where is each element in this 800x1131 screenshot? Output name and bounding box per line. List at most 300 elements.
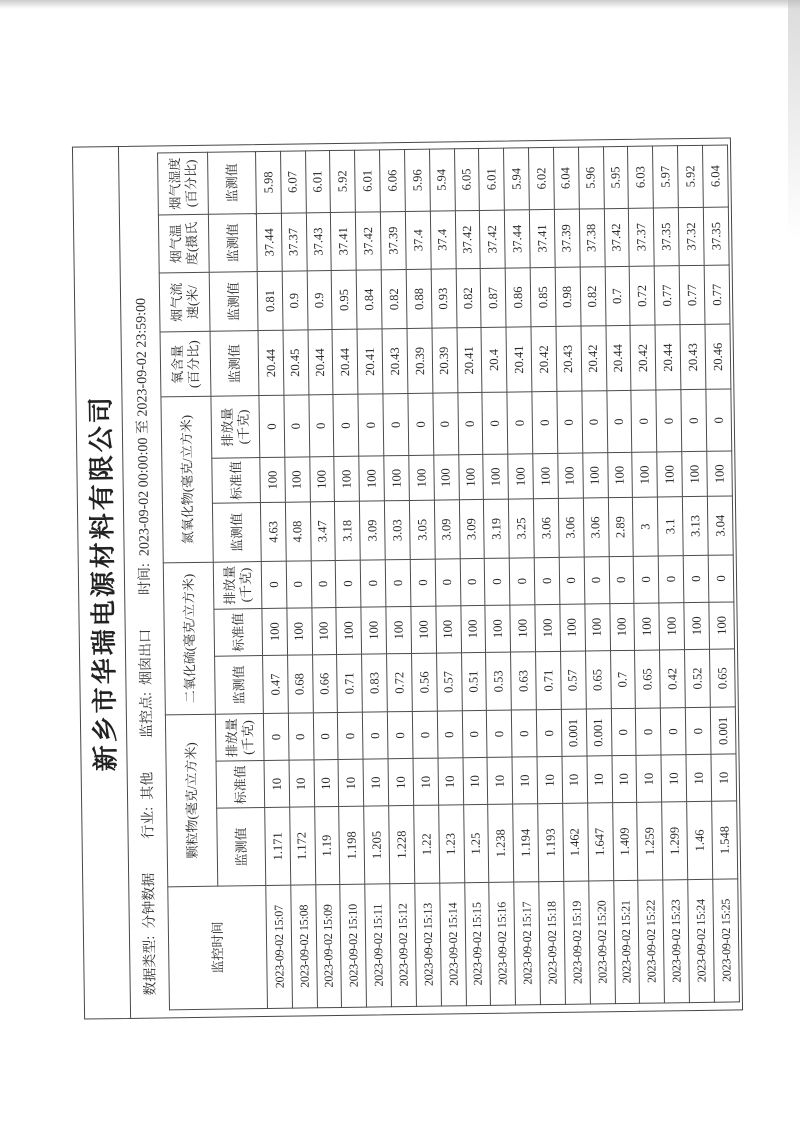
- cell-flow-measured: 0.77: [654, 266, 680, 325]
- cell-so2-standard: 100: [609, 603, 634, 650]
- cell-nox-measured: 3.04: [707, 496, 733, 555]
- meta-value: 分钟数据: [142, 872, 158, 929]
- cell-monitor-time: 2023-09-02 15:21: [613, 880, 640, 1004]
- cell-nox-standard: 100: [657, 452, 682, 498]
- cell-nox-measured: 3.09: [360, 501, 386, 560]
- cell-monitor-time: 2023-09-02 15:23: [663, 879, 690, 1003]
- header-so2-standard: 标准值: [214, 608, 263, 656]
- cell-pm-emission: 0: [536, 710, 561, 757]
- header-group-humidity: 烟气湿度 (百分比): [158, 152, 209, 214]
- cell-humidity-measured: 6.01: [305, 151, 331, 213]
- cell-o2-measured: 20.43: [382, 329, 408, 394]
- scanner-edge-shadow-top: [0, 0, 800, 9]
- cell-monitor-time: 2023-09-02 15:14: [440, 882, 467, 1006]
- cell-monitor-time: 2023-09-02 15:11: [365, 883, 392, 1007]
- cell-pm-measured: 1.46: [687, 802, 713, 879]
- cell-pm-measured: 1.171: [265, 808, 291, 885]
- cell-pm-measured: 1.22: [414, 806, 440, 883]
- cell-so2-emission: 0: [485, 558, 510, 605]
- cell-pm-emission: 0.001: [710, 707, 736, 754]
- cell-humidity-measured: 6.06: [380, 150, 406, 212]
- cell-so2-measured: 0.65: [709, 649, 735, 708]
- cell-humidity-measured: 5.96: [578, 147, 604, 209]
- cell-pm-standard: 10: [314, 760, 339, 807]
- cell-temp-measured: 37.41: [331, 212, 357, 271]
- cell-pm-emission: 0: [437, 711, 462, 758]
- cell-so2-standard: 100: [659, 602, 684, 649]
- cell-temp-measured: 37.35: [703, 207, 729, 266]
- cell-temp-measured: 37.42: [604, 208, 630, 267]
- cell-o2-measured: 20.41: [457, 328, 483, 393]
- cell-so2-standard: 100: [485, 605, 510, 652]
- cell-so2-measured: 0.52: [685, 649, 711, 708]
- cell-nox-measured: 3.06: [534, 499, 560, 558]
- cell-so2-standard: 100: [436, 606, 461, 653]
- cell-pm-measured: 1.238: [488, 805, 514, 882]
- meta-label: 行业:: [141, 806, 157, 839]
- cell-so2-measured: 0.47: [263, 655, 289, 714]
- cell-nox-standard: 100: [508, 454, 533, 500]
- cell-temp-measured: 37.39: [554, 209, 580, 268]
- cell-so2-measured: 0.57: [436, 653, 462, 712]
- cell-nox-measured: 2.89: [608, 498, 634, 557]
- cell-monitor-time: 2023-09-02 15:12: [390, 883, 417, 1007]
- cell-flow-measured: 0.81: [257, 271, 283, 330]
- cell-pm-emission: 0: [412, 711, 437, 758]
- cell-so2-emission: 0: [534, 557, 559, 604]
- cell-pm-emission: 0: [263, 713, 288, 760]
- cell-so2-measured: 0.65: [635, 650, 661, 709]
- header-temp-measured: 监测值: [208, 213, 257, 272]
- monitoring-table: [157, 144, 740, 1010]
- cell-nox-measured: 3.05: [409, 501, 435, 560]
- cell-so2-measured: 0.71: [337, 654, 363, 713]
- cell-so2-measured: 0.83: [362, 654, 388, 713]
- cell-pm-emission: 0: [462, 711, 487, 758]
- cell-nox-standard: 100: [384, 455, 409, 501]
- cell-so2-emission: 0: [510, 557, 535, 604]
- cell-pm-standard: 10: [537, 757, 562, 804]
- cell-nox-measured: 3.47: [310, 502, 336, 561]
- cell-pm-emission: 0: [636, 708, 661, 755]
- cell-nox-standard: 100: [607, 452, 632, 498]
- cell-pm-standard: 10: [413, 758, 438, 805]
- cell-flow-measured: 0.82: [580, 267, 606, 326]
- cell-monitor-time: 2023-09-02 15:20: [589, 880, 616, 1004]
- cell-pm-standard: 10: [562, 756, 587, 803]
- cell-o2-measured: 20.44: [333, 329, 359, 394]
- cell-pm-measured: 1.548: [712, 801, 738, 878]
- cell-so2-emission: 0: [336, 560, 361, 607]
- cell-flow-measured: 0.93: [431, 269, 457, 328]
- cell-temp-measured: 37.32: [678, 207, 704, 266]
- scanner-edge-shadow-right: [788, 0, 800, 240]
- cell-so2-measured: 0.53: [486, 652, 512, 711]
- cell-o2-measured: 20.42: [581, 326, 607, 391]
- cell-flow-measured: 0.77: [679, 265, 705, 324]
- cell-pm-emission: 0: [363, 712, 388, 759]
- cell-so2-measured: 0.56: [412, 653, 438, 712]
- cell-pm-standard: 10: [587, 756, 612, 803]
- cell-temp-measured: 37.37: [281, 213, 307, 272]
- cell-so2-standard: 100: [361, 607, 386, 654]
- cell-flow-measured: 0.72: [630, 266, 656, 325]
- cell-pm-emission: 0: [487, 710, 512, 757]
- cell-humidity-measured: 6.04: [553, 147, 579, 209]
- cell-monitor-time: 2023-09-02 15:22: [638, 880, 665, 1004]
- header-nox-standard: 标准值: [212, 458, 261, 504]
- cell-humidity-measured: 6.07: [280, 151, 306, 213]
- cell-humidity-measured: 5.94: [504, 148, 530, 210]
- cell-nox-measured: 4.63: [260, 503, 286, 562]
- cell-pm-standard: 10: [711, 754, 737, 801]
- cell-nox-measured: 3.25: [509, 499, 535, 558]
- cell-so2-emission: 0: [385, 559, 410, 606]
- meta-value: 其他: [140, 771, 157, 800]
- cell-temp-measured: 37.37: [629, 208, 655, 267]
- cell-nox-standard: 100: [285, 457, 310, 503]
- cell-so2-measured: 0.66: [312, 654, 338, 713]
- cell-so2-standard: 100: [535, 604, 560, 651]
- cell-monitor-time: 2023-09-02 15:18: [539, 881, 566, 1005]
- cell-pm-measured: 1.193: [538, 804, 564, 881]
- cell-nox-emission: 0: [507, 392, 533, 454]
- cell-so2-standard: 100: [634, 603, 659, 650]
- cell-pm-measured: 1.194: [513, 804, 539, 881]
- cell-flow-measured: 0.84: [357, 270, 383, 329]
- cell-o2-measured: 20.43: [556, 326, 582, 391]
- cell-nox-emission: 0: [259, 396, 285, 458]
- cell-pm-measured: 1.19: [314, 807, 340, 884]
- cell-o2-measured: 20.44: [655, 325, 681, 390]
- cell-so2-emission: 0: [609, 556, 634, 603]
- cell-so2-standard: 100: [684, 602, 709, 649]
- header-nox-measured: 监测值: [212, 503, 261, 562]
- cell-so2-standard: 100: [287, 608, 312, 655]
- cell-pm-measured: 1.647: [587, 803, 613, 880]
- cell-nox-measured: 3.03: [385, 501, 411, 560]
- cell-so2-emission: 0: [683, 555, 708, 602]
- cell-humidity-measured: 6.01: [355, 150, 381, 212]
- header-group-flow: 烟气流 速(米/: [159, 272, 210, 332]
- meta-label: 时间:: [137, 562, 154, 596]
- cell-o2-measured: 20.44: [308, 330, 334, 395]
- cell-nox-measured: 3.19: [484, 500, 510, 559]
- cell-so2-standard: 100: [560, 604, 585, 651]
- header-group-so2: 二氧化硫(毫克/立方米): [163, 562, 215, 715]
- cell-monitor-time: 2023-09-02 15:25: [713, 878, 740, 1002]
- cell-pm-standard: 10: [487, 757, 512, 804]
- header-group-pm: 颗粒物(毫克/立方米): [165, 714, 217, 886]
- cell-humidity-measured: 6.02: [529, 147, 555, 209]
- cell-so2-standard: 100: [386, 606, 411, 653]
- cell-so2-emission: 0: [559, 557, 584, 604]
- cell-o2-measured: 20.42: [531, 327, 557, 392]
- cell-pm-measured: 1.23: [438, 805, 464, 882]
- cell-monitor-time: 2023-09-02 15:08: [291, 884, 318, 1008]
- cell-nox-emission: 0: [681, 390, 707, 452]
- header-o2-measured: 监测值: [210, 331, 259, 397]
- cell-so2-standard: 100: [585, 603, 610, 650]
- cell-pm-standard: 10: [636, 755, 661, 802]
- cell-monitor-time: 2023-09-02 15:09: [315, 884, 342, 1008]
- header-group-nox: 氮氧化物(毫克/立方米): [161, 397, 213, 563]
- cell-pm-emission: 0: [685, 707, 710, 754]
- meta-label: 监控点:: [139, 691, 156, 738]
- cell-humidity-measured: 6.04: [702, 145, 728, 207]
- cell-o2-measured: 20.41: [357, 329, 383, 394]
- cell-nox-measured: 4.08: [285, 502, 311, 561]
- cell-nox-emission: 0: [284, 395, 310, 457]
- cell-pm-measured: 1.259: [637, 802, 663, 879]
- cell-so2-emission: 0: [634, 556, 659, 603]
- cell-so2-emission: 0: [410, 559, 435, 606]
- cell-flow-measured: 0.86: [505, 268, 531, 327]
- cell-nox-standard: 100: [260, 457, 285, 503]
- cell-nox-emission: 0: [631, 390, 657, 452]
- cell-o2-measured: 20.39: [432, 328, 458, 393]
- cell-monitor-time: 2023-09-02 15:10: [340, 884, 367, 1008]
- table-body: [256, 145, 740, 1009]
- cell-pm-standard: 10: [612, 756, 637, 803]
- cell-o2-measured: 20.41: [506, 327, 532, 392]
- cell-monitor-time: 2023-09-02 15:13: [415, 883, 442, 1007]
- cell-so2-measured: 0.71: [536, 651, 562, 710]
- cell-nox-measured: 3.18: [335, 502, 361, 561]
- cell-monitor-time: 2023-09-02 15:19: [564, 881, 591, 1005]
- cell-nox-standard: 100: [583, 453, 608, 499]
- cell-humidity-measured: 5.95: [603, 146, 629, 208]
- cell-nox-emission: 0: [458, 393, 484, 455]
- cell-o2-measured: 20.43: [680, 325, 706, 390]
- cell-so2-standard: 100: [411, 606, 436, 653]
- cell-pm-emission: 0: [288, 713, 313, 760]
- meta-value: 2023-09-02 00:00:00 至 2023-09-02 23:59:00: [134, 297, 153, 557]
- cell-nox-measured: 3.09: [434, 500, 460, 559]
- cell-humidity-measured: 5.97: [653, 146, 679, 208]
- cell-pm-emission: 0: [338, 712, 363, 759]
- cell-pm-emission: 0: [661, 708, 686, 755]
- cell-nox-standard: 100: [682, 451, 707, 497]
- cell-flow-measured: 0.77: [704, 265, 730, 324]
- report-title: 新乡市华瑞电源材料有限公司: [73, 147, 131, 1019]
- cell-humidity-measured: 5.96: [404, 149, 430, 211]
- cell-so2-standard: 100: [461, 605, 486, 652]
- cell-pm-standard: 10: [438, 758, 463, 805]
- cell-pm-emission: 0: [512, 710, 537, 757]
- report-sheet: [72, 137, 743, 1019]
- cell-flow-measured: 0.85: [530, 267, 556, 326]
- cell-flow-measured: 0.82: [456, 269, 482, 328]
- cell-pm-standard: 10: [289, 760, 314, 807]
- cell-temp-measured: 37.39: [381, 211, 407, 270]
- cell-temp-measured: 37.44: [505, 210, 531, 269]
- header-nox-emission: 排放量 (千克): [211, 396, 260, 458]
- cell-nox-emission: 0: [557, 391, 583, 453]
- cell-temp-measured: 37.38: [579, 209, 605, 268]
- cell-flow-measured: 0.9: [282, 271, 308, 330]
- cell-so2-measured: 0.63: [511, 652, 537, 711]
- cell-so2-standard: 100: [312, 607, 337, 654]
- cell-nox-standard: 100: [409, 455, 434, 501]
- header-humidity-measured: 监测值: [208, 152, 257, 214]
- cell-humidity-measured: 6.05: [454, 148, 480, 210]
- table-header: [158, 152, 268, 1010]
- cell-pm-standard: 10: [686, 755, 711, 802]
- cell-o2-measured: 20.45: [283, 330, 309, 395]
- cell-nox-standard: 100: [334, 456, 359, 502]
- cell-so2-measured: 0.72: [387, 653, 413, 712]
- cell-humidity-measured: 5.98: [256, 151, 282, 213]
- cell-pm-measured: 1.299: [662, 802, 688, 879]
- cell-monitor-time: 2023-09-02 15:16: [489, 882, 516, 1006]
- header-pm-emission: 排放量 (千克): [215, 714, 264, 762]
- cell-so2-standard: 100: [510, 605, 535, 652]
- cell-nox-standard: 100: [434, 455, 459, 501]
- cell-nox-measured: 3: [633, 497, 659, 556]
- cell-monitor-time: 2023-09-02 15:24: [688, 879, 715, 1003]
- cell-nox-standard: 100: [309, 457, 334, 503]
- cell-o2-measured: 20.44: [606, 326, 632, 391]
- cell-temp-measured: 37.42: [455, 210, 481, 269]
- cell-pm-measured: 1.198: [339, 807, 365, 884]
- cell-nox-emission: 0: [606, 391, 632, 453]
- header-monitor-time: 监控时间: [168, 885, 268, 1010]
- meta-item-monitor-point: [135, 629, 157, 738]
- cell-pm-emission: 0: [611, 709, 636, 756]
- meta-item-industry: [137, 772, 158, 839]
- cell-pm-measured: 1.462: [563, 803, 589, 880]
- cell-temp-measured: 37.42: [356, 212, 382, 271]
- cell-so2-emission: 0: [460, 558, 485, 605]
- cell-so2-measured: 0.68: [287, 655, 313, 714]
- cell-o2-measured: 20.44: [258, 330, 284, 395]
- meta-value: 烟囱出口: [138, 628, 155, 686]
- cell-nox-emission: 0: [582, 391, 608, 453]
- header-group-temp: 烟气温 度(摄氏: [158, 214, 209, 273]
- cell-nox-measured: 3.06: [558, 498, 584, 557]
- cell-nox-measured: 3.09: [459, 500, 485, 559]
- cell-monitor-time: 2023-09-02 15:17: [514, 881, 541, 1005]
- cell-pm-standard: 10: [363, 759, 388, 806]
- cell-pm-emission: 0.001: [561, 709, 586, 756]
- cell-nox-standard: 100: [458, 454, 483, 500]
- cell-o2-measured: 20.46: [705, 324, 731, 389]
- meta-item-time-range: [130, 298, 154, 595]
- cell-so2-emission: 0: [286, 561, 311, 608]
- cell-temp-measured: 37.42: [480, 210, 506, 269]
- cell-humidity-measured: 6.01: [479, 148, 505, 210]
- meta-label: 数据类型:: [142, 935, 159, 996]
- cell-humidity-measured: 6.03: [628, 146, 654, 208]
- cell-flow-measured: 0.87: [481, 268, 507, 327]
- cell-so2-emission: 0: [261, 561, 286, 608]
- cell-nox-emission: 0: [358, 394, 384, 456]
- cell-pm-standard: 10: [661, 755, 686, 802]
- cell-pm-standard: 10: [339, 759, 364, 806]
- cell-nox-measured: 3.13: [682, 497, 708, 556]
- cell-nox-standard: 100: [359, 456, 384, 502]
- cell-pm-measured: 1.409: [612, 803, 638, 880]
- cell-humidity-measured: 5.92: [678, 145, 704, 207]
- cell-so2-standard: 100: [709, 602, 735, 649]
- cell-nox-standard: 100: [707, 451, 733, 497]
- cell-so2-measured: 0.57: [560, 651, 586, 710]
- cell-so2-emission: 0: [435, 558, 460, 605]
- cell-so2-emission: 0: [361, 559, 386, 606]
- cell-nox-emission: 0: [408, 393, 434, 455]
- table-area: [157, 138, 742, 1017]
- cell-so2-standard: 100: [262, 608, 287, 655]
- cell-so2-measured: 0.65: [585, 651, 611, 710]
- cell-temp-measured: 37.35: [654, 207, 680, 266]
- cell-monitor-time: 2023-09-02 15:15: [464, 882, 491, 1006]
- cell-o2-measured: 20.4: [481, 327, 507, 392]
- cell-nox-standard: 100: [533, 453, 558, 499]
- cell-nox-emission: 0: [706, 389, 732, 451]
- cell-pm-measured: 1.25: [463, 805, 489, 882]
- cell-temp-measured: 37.43: [306, 212, 332, 271]
- header-group-o2: 氧含量 (百分比): [160, 331, 211, 397]
- cell-pm-measured: 1.172: [290, 807, 316, 884]
- header-pm-measured: 监测值: [217, 808, 266, 886]
- header-flow-measured: 监测值: [209, 272, 258, 332]
- cell-temp-measured: 37.41: [529, 209, 555, 268]
- cell-pm-standard: 10: [264, 761, 289, 808]
- cell-pm-standard: 10: [463, 758, 488, 805]
- cell-temp-measured: 37.44: [256, 213, 282, 272]
- cell-flow-measured: 0.82: [381, 270, 407, 329]
- cell-so2-standard: 100: [336, 607, 361, 654]
- cell-nox-emission: 0: [383, 394, 409, 456]
- cell-nox-standard: 100: [483, 454, 508, 500]
- header-so2-emission: 排放量 (千克): [213, 561, 262, 609]
- cell-pm-measured: 1.205: [364, 806, 390, 883]
- cell-nox-standard: 100: [558, 453, 583, 499]
- cell-pm-standard: 10: [512, 757, 537, 804]
- cell-humidity-measured: 5.94: [429, 149, 455, 211]
- cell-pm-standard: 10: [388, 759, 413, 806]
- cell-o2-measured: 20.42: [630, 325, 656, 390]
- cell-pm-measured: 1.228: [389, 806, 415, 883]
- header-so2-measured: 监测值: [215, 655, 264, 714]
- cell-pm-emission: 0.001: [586, 709, 611, 756]
- cell-monitor-time: 2023-09-02 15:07: [266, 885, 293, 1009]
- cell-flow-measured: 0.98: [555, 267, 581, 326]
- cell-nox-emission: 0: [532, 392, 558, 454]
- cell-nox-measured: 3.1: [658, 497, 684, 556]
- cell-so2-emission: 0: [311, 560, 336, 607]
- cell-pm-emission: 0: [313, 713, 338, 760]
- cell-so2-measured: 0.7: [610, 650, 636, 709]
- cell-nox-emission: 0: [309, 395, 335, 457]
- cell-temp-measured: 37.4: [430, 211, 456, 270]
- cell-nox-emission: 0: [482, 392, 508, 454]
- cell-flow-measured: 0.7: [605, 266, 631, 325]
- cell-nox-emission: 0: [656, 390, 682, 452]
- cell-so2-emission: 0: [584, 556, 609, 603]
- cell-humidity-measured: 5.92: [330, 150, 356, 212]
- cell-nox-standard: 100: [632, 452, 657, 498]
- meta-item-data-type: [138, 873, 160, 996]
- cell-so2-emission: 0: [708, 555, 734, 602]
- cell-nox-measured: 3.06: [583, 498, 609, 557]
- cell-flow-measured: 0.95: [332, 270, 358, 329]
- cell-so2-measured: 0.51: [461, 652, 487, 711]
- cell-flow-measured: 0.9: [307, 271, 333, 330]
- cell-flow-measured: 0.88: [406, 269, 432, 328]
- cell-nox-emission: 0: [433, 393, 459, 455]
